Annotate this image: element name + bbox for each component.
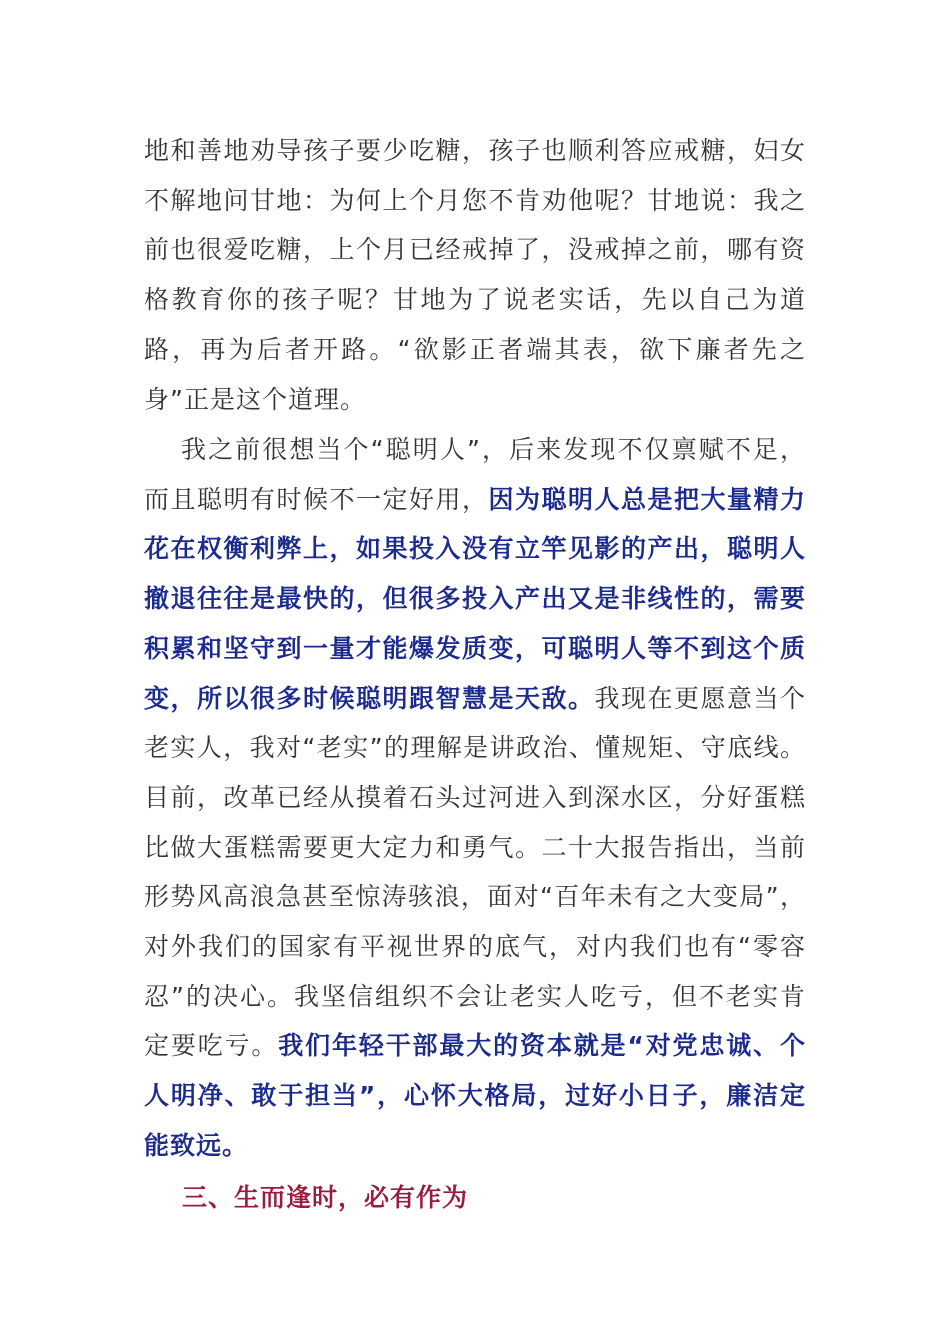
paragraph-text-intro: 我之前很想当个“聪明人”，后来发现不仅禀赋不足，而且聪明有时候不一定好用， xyxy=(144,435,806,514)
paragraph-gandhi-story: 地和善地劝导孩子要少吃糖，孩子也顺利答应戒糖，妇女不解地问甘地：为何上个月您不肯劝他呢？甘地说：我之前也很爱吃糖，上个月已经戒掉了，没戒掉之前，哪有资格教育你的孩子呢？甘地为了说老实话，先以自己为道路，再为后者开路。“欲影正者端其表，欲下廉者先之身”正是这个道理。 xyxy=(144,136,806,414)
paragraph-text-honesty: 我现在更愿意当个老实人，我对“老实”的理解是讲政治、懂规矩、守底线。目前，改革已经从摸着石头过河进入到深水区，分好蛋糕比做大蛋糕需要更大定力和勇气。二十大报告指出，当前形势风高浪急甚至惊涛骇浪，面对“百年未有之大变局”，对外我们的国家有平视世界的底气，对内我们也有“零容忍”的决心。我坚信组织不会让老实人吃亏，但不老实肯定要吃亏。 xyxy=(144,683,806,1061)
section-heading: 三、生而逢时，必有作为 xyxy=(182,1183,469,1212)
highlight-clever-vs-wisdom: 因为聪明人总是把大量精力花在权衡利弊上，如果投入没有立竿见影的产出，聪明人撤退往往是最快的，但很多投入产出又是非线性的，需要积累和坚守到一量才能爆发质变，可聪明人等不到这个质变，所以很多时候聪明跟智慧是天敌。 xyxy=(144,484,806,713)
paragraph-honest-person xyxy=(144,425,806,1171)
highlight-young-cadres: 我们年轻干部最大的资本就是“对党忠诚、个人明净、敢于担当”，心怀大格局，过好小日子，廉洁定能致远。 xyxy=(144,1031,806,1160)
